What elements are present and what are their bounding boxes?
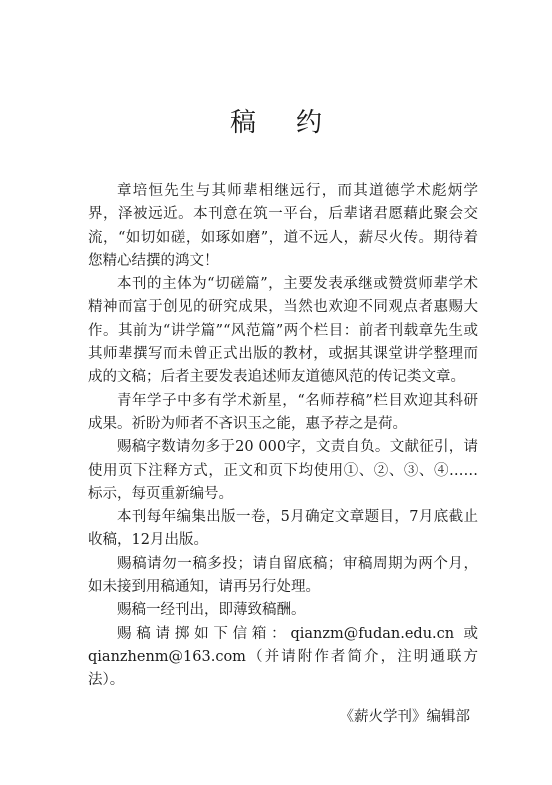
editorial-signature: 《薪火学刊》编辑部 bbox=[339, 709, 470, 725]
paragraph-intro: 章培恒先生与其师辈相继远行，而其道德学术彪炳学界，泽被远近。本刊意在筑一平台，后辈诸君愿藉此聚会交流，“如切如磋，如琢如磨”，道不远人，薪尽火传。期待着您精心结撰的鸿文！ bbox=[88, 183, 478, 269]
body-text bbox=[88, 180, 478, 693]
paragraph-submission-rules: 赐稿请勿一稿多投；请自留底稿；审稿周期为两个月，如未接到用稿通知，请再另行处理。 bbox=[88, 555, 478, 596]
paragraph-contact-email: 赐稿请掷如下信箱：qianzm@fudan.edu.cn 或 qianzhenm@163.com（并请附作者简介，注明通联方法）。 bbox=[88, 625, 478, 689]
paragraph-main-sections: 本刊的主体为“切磋篇”，主要发表承继或赞赏师辈学术精神而富于创见的研究成果，当然也欢迎不同观点者惠赐大作。其前为“讲学篇”“风范篇”两个栏目：前者刊载章先生或其师辈撰写而未曾正式出版的教材，或据其课堂讲学整理而成的文稿；后者主要发表追述师友道德风范的传记类文章。 bbox=[88, 276, 478, 386]
paragraph-payment: 赐稿一经刊出，即薄致稿酬。 bbox=[117, 602, 306, 619]
paragraph-schedule: 本刊每年编集出版一卷，5月确定文章题目，7月底截止收稿，12月出版。 bbox=[88, 509, 478, 549]
paragraph-young-scholars: 青年学子中多有学术新星，“名师荐稿”栏目欢迎其科研成果。祈盼为师者不吝识玉之能，惠予荐之是荷。 bbox=[88, 392, 478, 432]
page-title: 稿约 bbox=[229, 108, 362, 138]
paragraph-word-limit: 赐稿字数请勿多于20 000字，文责自负。文献征引，请使用页下注释方式，正文和页下均使用①、②、③、④……标示，每页重新编号。 bbox=[88, 439, 478, 502]
